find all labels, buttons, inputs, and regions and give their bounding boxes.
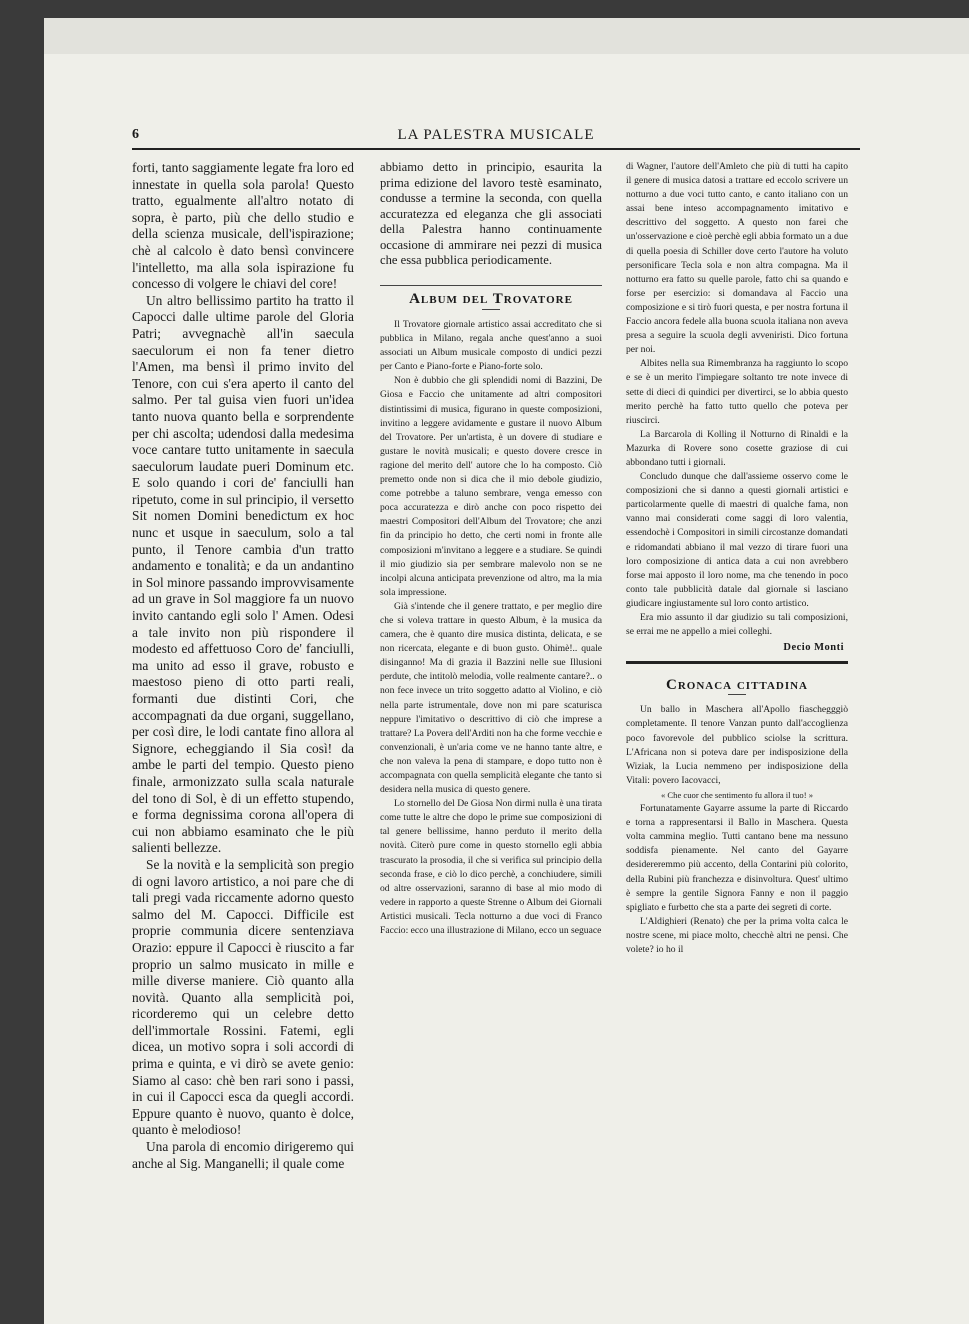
- paragraph: Concludo dunque che dall'assieme osservo come le composizioni che si danno a questi giornali artistici e particolarmente quelle di maestri di qualche fama, non vanno mai considerati come saggi di loro valentia, essendochè i Compositori in simili circostanze domandati e ridomandati abbiano il mal vezzo di tirare fuori una loro composizione di antica data a cui non avrebbero forse mai apposto il loro nome, ma che tenendo in poco conto tale pubblicità datale dal giornale si lasciano giudicare ingiustamente sul loro conto artistico.: [626, 471, 848, 609]
- paragraph: Il Trovatore giornale artistico assai accreditato che si pubblica in Milano, regala anche quest'anno a suoi associati un Album musicale composto di undici pezzi per Canto e Piano-forte e Piano-forte solo.: [380, 319, 602, 373]
- paragraph: Se la novità e la semplicità son pregio di ogni lavoro artistico, a noi pare che di tali pregi vada riccamente adorno questo salmo del M. Capocci. Difficile est proprie communia dicere sentenziava Orazio: eppure il Capocci è riuscito a far proprio un salmo musicato in mille e mille diverse maniere. Ciò quanto alla novità. Quanto alla semplicità poi, ricorderemo qui un celebre detto dell'immortale Rossini. Fatemi, egli dicea, un motivo sopra i soli accordi di prima e quinta, e vi dirò se avete genio: Siamo al caso: chè ben rari sono i passi, in cui il Capocci esca da quegli accordi. Eppure quanto è nuovo, quanto è dolce, quanto è melodioso!: [132, 856, 354, 1138]
- column-3: [626, 160, 848, 957]
- paragraph: Fortunatamente Gayarre assume la parte di Riccardo e torna a rappresentarsi il Ballo in Maschera. Questa volta cammina meglio. Tutti cantano bene ma nessuno soddisfa pienamente. Nel canto del Gayarre desidereremmo più accento, della Contarini più colorito, della Rubini più franchezza e disinvoltura. Quest' ultimo è sempre la gentile Signora Fanny e non il paggio spigliato e furbetto che sta a parte dei segreti di corte.: [626, 803, 848, 913]
- header-rule: [132, 148, 860, 150]
- paragraph: Era mio assunto il dar giudizio su tali composizioni, se errai me ne appello a miei colleghi.: [626, 612, 848, 638]
- paragraph: Lo stornello del De Giosa Non dirmi nulla è una tirata come tutte le altre che dopo le prime sue composizioni di tal genere bellissime, hanno perduto il merito della novità. Citerò pure come in questo stornello egli abbia trascurato la prosodia, il che si verifica sul principio della seconda frase, e ciò lo dico perchè, a conchiudere, simili od altre osservazioni, saranno di base al mio modo di vedere in rapporto a queste Strenne o Album dei Giornali Artistici musicali. Tecla notturno a due voci di Franco Faccio: ecco una illustrazione di Milano, ecco un seguace: [380, 798, 602, 937]
- section-title-cronaca: Cronaca cittadina: [666, 677, 808, 694]
- title-underline: [728, 694, 746, 695]
- author-signature: Decio Monti: [783, 642, 844, 654]
- paragraph: Albites nella sua Rimembranza ha raggiunto lo scopo e se è un merito l'impiegare soltanto tre note invece di sette di dieci di quindici per divertirci, se lo abbia questo merito perchè ha fatto tutto quello che poteva per riuscirci.: [626, 358, 848, 426]
- section-rule: [626, 661, 848, 664]
- page-number: 6: [132, 127, 139, 142]
- title-underline: [482, 309, 500, 310]
- paragraph: La Barcarola di Kolling il Notturno di Rinaldi e la Mazurka di Rovere sono cosette graziose di cui abbondano tutti i giornali.: [626, 428, 848, 468]
- paragraph: forti, tanto saggiamente legate fra loro ed innestate in quella sola parola! Questo tratto, egualmente all'altro notato di sopra, è parto, più che dello studio e della scienza musicale, dell'ispirazione; chè al calcolo è dato bensì convincere l'intelletto, ma alla sola ispirazione fu concesso di volgere le chiavi del core!: [132, 160, 354, 292]
- page-top-margin: [44, 18, 969, 54]
- quote: « Che cuor che sentimento fu allora il tuo! »: [660, 789, 814, 800]
- paragraph: Non è dubbio che gli splendidi nomi di Bazzini, De Giosa e Faccio che unitamente ad altri compositori distintissimi di musica, figurano in queste composizioni, invitino a leggere avidamente e gustare il nuovo Album del Trovatore. Per un'artista, è un dovere di studiare e gustare le novità musicali; e questo dovere cresce in ragione del merito dell' autore che lo ha composto. Ciò premetto onde non si dica che il mio debole giudizio, come potrebbe a taluno sembrare, venga emesso con poca accuratezza e dirò anche con poco rispetto dei maestri Compositori dell'Album del Trovatore; che anzi fin da principio ho detto, che certi nomi in fronte alle composizioni m'invitano a leggere e a studiare. Se quindi il mio giudizio sia per sembrare malevolo non se ne incolpi alcuna anticipata prevenzione od altro, ma la mia sola impressione.: [380, 375, 602, 598]
- paragraph: abbiamo detto in principio, esaurita la prima edizione del lavoro testè esaminato, condusse a termine la seconda, con quella accuratezza ed eleganza che gli associati della Palestra hanno continuamente occasione di ammirare nei pezzi di musica che essa pubblica periodicamente.: [380, 160, 602, 267]
- paragraph: Un altro bellissimo partito ha tratto il Capocci dalle ultime parole del Gloria Patri; avvegnachè all'in saecula saeculorum ei non fa tener dietro l'Amen, ma bensì il primo invito del Tenore, con cui s'era aperto il canto del salmo. Per tal guisa vien fuori un'idea tanto nuova quanto bella e sorprendente per chi ascolta; udendosi dalla medesima voce cantare tutto unitamente in saecula saeculorum laudate pueri Dominum etc. E solo quando i cori de' fanciulli han ripetuto, come in sul principio, il versetto Sit nomen Domini benedictum ex hoc nunc et usque in saeculum, solo a tal punto, il Tenore cambia d'un tratto andamento e tonalità; e da un andantino in Sol minore passando improvvisamente ad un grave in Sol maggiore fa un nuovo invito cantando egli solo l' Amen. Odesi a tale invito non più rispondere il modesto ed affettuoso Coro de' fanciulli, ma unito ad esso il grave, robusto e maestoso pieno di otto parti reali, formanti due distinti Cori, che accompagnati da due organi, suggellano, per così dire, le lodi cantate fino allora al Signore, echeggiando il Sia così! da ambe le parti del tempio. Questo pieno finale, armonizzato sulla scala naturale del tono di Sol, è di un effetto stupendo, e forma degnissima corona all'opera di cui non abbiamo esaminato che le più salienti bellezze.: [132, 292, 354, 856]
- paragraph: L'Aldighieri (Renato) che per la prima volta calca le nostre scene, mi piace molto, checchè altri ne pensi. Che volete? io ho il: [626, 915, 848, 955]
- paragraph: Già s'intende che il genere trattato, e per meglio dire che si voleva trattare in questo Album, è la musica da camera, che è quanto dire musica distinta, delicata, e se non ricercata, elegante e di buon gusto. Ohimè!.. quale disinganno! Ma di grazia il Bazzini nelle sue Illusioni perdute, che intitolò melodia, volle realmente cantare?.. o non fece invece un trito soggetto adatto al Violino, e ciò nella parte istrumentale, dove non mi pare scaturisca neppure l'imitativo o descrittivo di ciò che imprese a trattare? La Povera dell'Arditi non ha che forme vecchie e convenzionali, è un'aria come ve ne hanno tante altre, e che non valeva la pena di stampare, e dopo tutto non è accompagnata con quella semplicità elegante che tanto si desidera nella musica di questo genere.: [380, 600, 603, 796]
- paragraph: Una parola di encomio dirigeremo qui anche al Sig. Manganelli; il quale come: [132, 1139, 354, 1171]
- page-header: [132, 125, 860, 145]
- column-1: [132, 160, 354, 1172]
- running-title: LA PALESTRA MUSICALE: [397, 127, 595, 143]
- paragraph: Un ballo in Maschera all'Apollo fiaschegggiò completamente. Il tenore Vanzan punto dall'accoglienza poco favorevole del pubblico sciolse la scrittura. L'Africana non si poteva dare per indisposizione della Wiziak, la Lucia nemmeno per indisposizione della Vitali: povero Iacovacci,: [626, 704, 848, 786]
- section-title-album-trovatore: Album del Trovatore: [409, 290, 573, 307]
- paragraph: di Wagner, l'autore dell'Amleto che più di tutti ha capito il genere di musica datosi a trattare ed eccolo scrivere un notturno a due voci tutto canto, e canto italiano con un assai bene inteso accompagnamento imitativo e descrittivo del soggetto. A questo non farei che un'osservazione e cioè perchè egli abbia formato un a due di quella poesia di Schiller dove certo l'autore ha voluto personificare Tecla sola e non altra compagna. Ma il notturno era fatto su quelle parole, fatto chi sa quando e forse per esercizio: si domandava al Faccio una composizione e si tirò fuori questa, e per nostra fortuna il Faccio ancora fedele alla buona scuola italiana non aveva presa a seguire la scuola degli avveniristi. Dico fortuna per noi.: [626, 161, 848, 356]
- column-2: [380, 160, 602, 938]
